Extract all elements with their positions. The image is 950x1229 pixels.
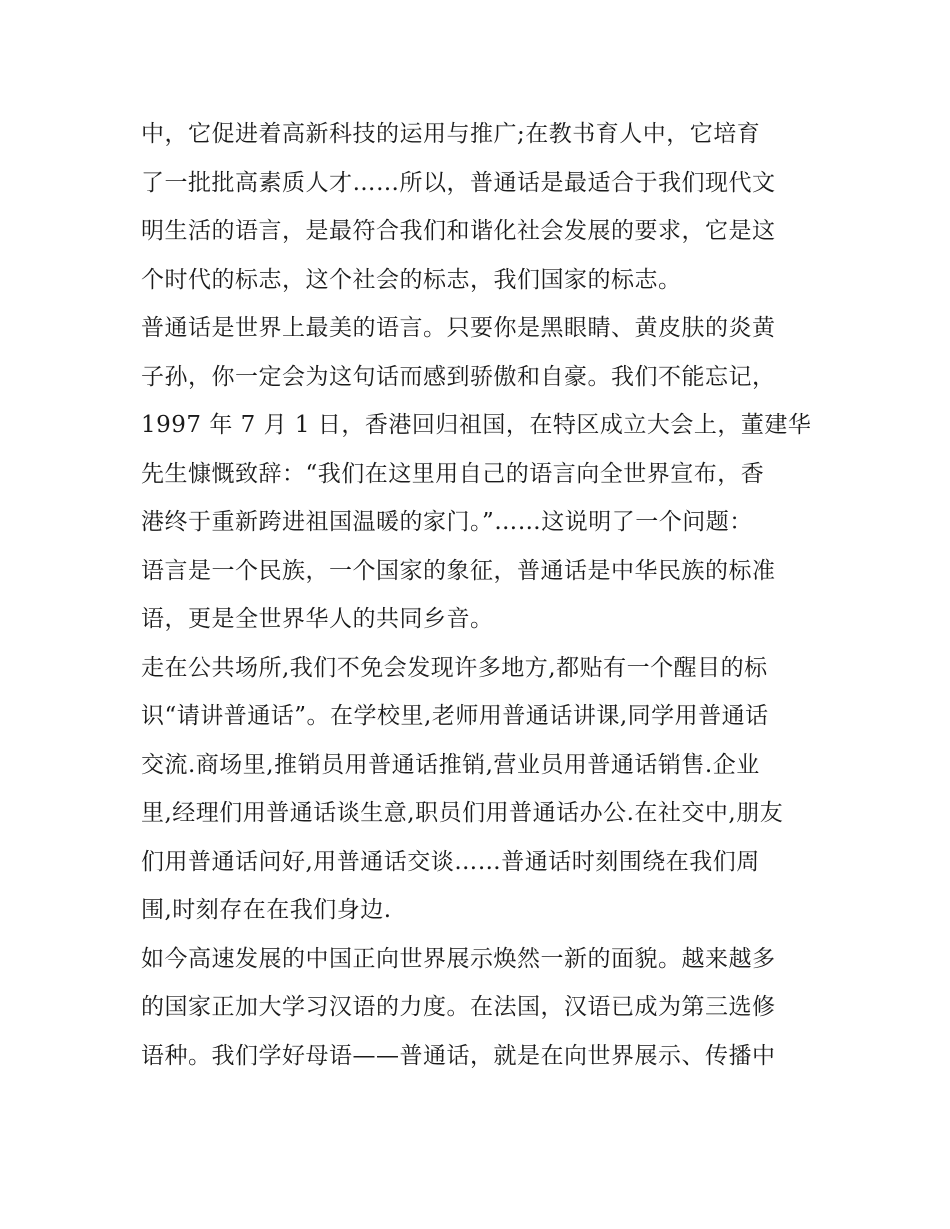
text-line: 先生慷慨致辞：“我们在这里用自己的语言向全世界宣布，香	[141, 460, 765, 487]
document-body	[141, 110, 813, 1080]
text-line: 的国家正加大学习汉语的力度。在法国，汉语已成为第三选修	[141, 994, 776, 1020]
text-line: 走在公共场所,我们不免会发现许多地方,都贴有一个醒目的标	[141, 654, 768, 681]
text-line: 了一批批高素质人才……所以，普通话是最适合于我们现代文	[141, 169, 776, 196]
paragraph-4	[141, 935, 813, 1081]
text-line: 普通话是世界上最美的语言。只要你是黑眼睛、黄皮肤的炎黄	[141, 315, 776, 341]
text-line: 子孙，你一定会为这句话而感到骄傲和自豪。我们不能忘记，	[141, 363, 776, 390]
text-line: 交流.商场里,推销员用普通话推销,营业员用普通话销售.企业	[141, 751, 760, 778]
paragraph-2	[141, 304, 813, 644]
text-line: 1997 年 7 月 1 日，香港回归祖国，在特区成立大会上，董建华	[141, 412, 812, 438]
paragraph-3	[141, 644, 813, 935]
text-line: 语言是一个民族，一个国家的象征，普通话是中华民族的标准	[141, 557, 776, 584]
text-line: 围,时刻存在在我们身边.	[141, 897, 392, 923]
text-line: 中，它促进着高新科技的运用与推广;在教书育人中，它培育	[141, 121, 761, 147]
text-line: 语，更是全世界华人的共同乡音。	[141, 606, 494, 632]
text-line: 们用普通话问好,用普通话交谈……普通话时刻围绕在我们周	[141, 848, 760, 875]
text-line: 里,经理们用普通话谈生意,职员们用普通话办公.在社交中,朋友	[141, 800, 784, 826]
text-line: 语种。我们学好母语——普通话，就是在向世界展示、传播中	[141, 1042, 776, 1069]
text-line: 如今高速发展的中国正向世界展示焕然一新的面貌。越来越多	[141, 945, 776, 972]
text-line: 识“请讲普通话”。在学校里,老师用普通话讲课,同学用普通话	[141, 703, 769, 729]
paragraph-1	[141, 110, 813, 304]
text-line: 港终于重新跨进祖国温暖的家门。”……这说明了一个问题：	[141, 509, 753, 535]
text-line: 个时代的标志，这个社会的标志，我们国家的标志。	[141, 266, 682, 293]
text-line: 明生活的语言，是最符合我们和谐化社会发展的要求，它是这	[141, 218, 776, 244]
